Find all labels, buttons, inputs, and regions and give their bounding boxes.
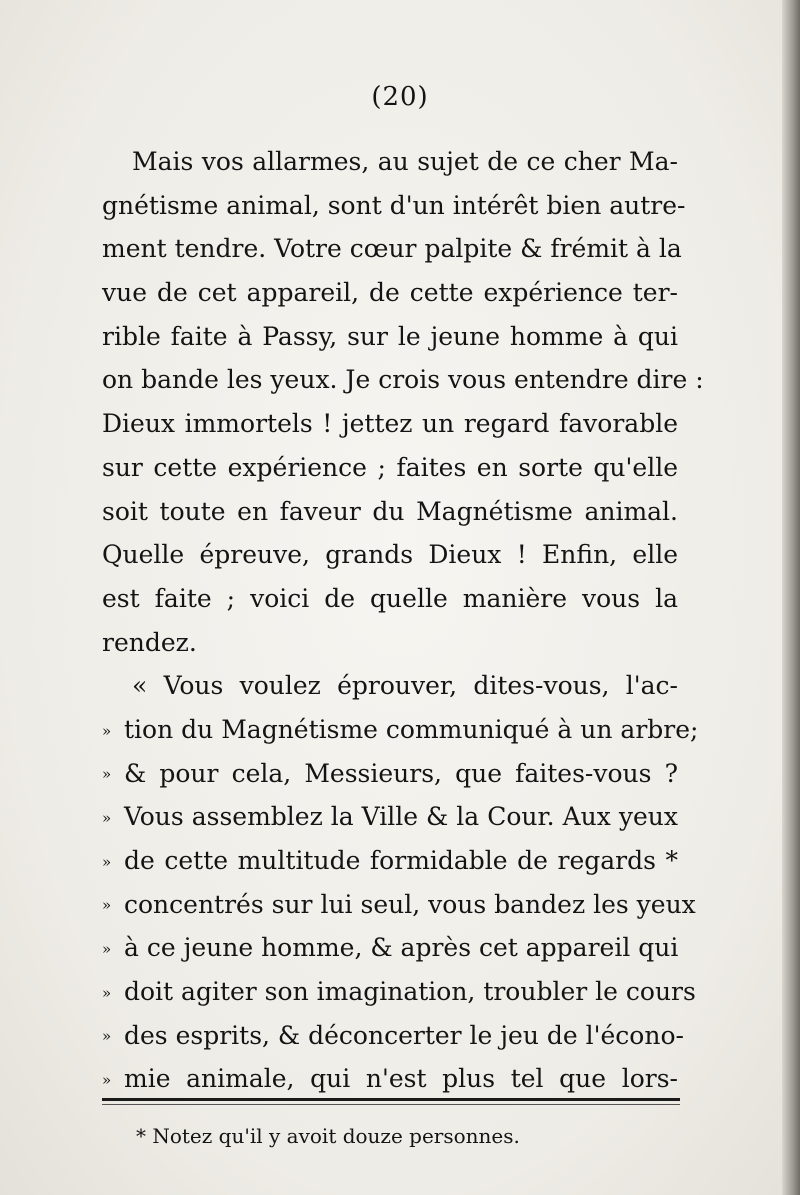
text-line [102, 926, 678, 970]
text-line [102, 184, 686, 228]
text-line-content: vue de cet appareil, de cette expérience ter- [102, 278, 678, 308]
footnote-rule [102, 1098, 680, 1101]
text-line [102, 795, 678, 839]
text-line-content: à ce jeune homme, & après cet appareil qui [124, 933, 679, 963]
text-line-content: Vous assemblez la Ville & la Cour. Aux yeux [124, 802, 678, 832]
text-line [102, 577, 678, 621]
text-line [102, 839, 678, 883]
text-line-content: doit agiter son imagination, troubler le cours [124, 977, 696, 1007]
text-line [102, 271, 678, 315]
text-line-content: Dieux immortels ! jettez un regard favorable [102, 409, 678, 439]
text-line-content: soit toute en faveur du Magnétisme animal. [102, 496, 678, 526]
quote-mark: » [102, 1071, 112, 1090]
body-text [102, 140, 704, 1101]
text-line-content: mie animale, qui n'est plus tel que lors- [124, 1064, 678, 1094]
text-line-content: de cette multitude formidable de regards * [124, 846, 678, 875]
text-line-content: on bande les yeux. Je crois vous entendre dire : [102, 365, 704, 395]
quote-mark: » [102, 1027, 112, 1046]
quote-mark: » [102, 896, 112, 915]
text-line [102, 752, 678, 796]
footnote: * Notez qu'il y avoit douze personnes. [136, 1124, 520, 1148]
text-line-content: est faite ; voici de quelle manière vous la [102, 583, 678, 613]
quote-mark: » [102, 808, 112, 827]
quote-mark: » [102, 940, 112, 959]
text-line-content: « Vous voulez éprouver, dites-vous, l'ac- [132, 671, 678, 701]
quote-mark: » [102, 852, 112, 871]
page-number: (20) [371, 82, 429, 112]
text-line-content: ment tendre. Votre cœur palpite & frémit à la [102, 234, 682, 264]
text-line [102, 664, 678, 708]
text-line [102, 402, 678, 446]
text-line [102, 621, 678, 665]
text-line [102, 140, 678, 184]
text-line [102, 708, 699, 752]
text-line-content: sur cette expérience ; faites en sorte qu'elle [102, 452, 678, 482]
text-line-content: des esprits, & déconcerter le jeu de l'écono- [124, 1020, 684, 1050]
quote-mark: » [102, 721, 112, 740]
text-line-content: & pour cela, Messieurs, que faites-vous ? [124, 758, 678, 788]
text-line [102, 446, 678, 490]
text-line-content: Mais vos allarmes, au sujet de ce cher Ma- [132, 147, 678, 176]
footnote-rule-thin [102, 1104, 680, 1105]
text-line [102, 227, 682, 271]
text-line [102, 358, 704, 402]
text-line-content: rible faite à Passy, sur le jeune homme à qui [102, 321, 678, 351]
page-edge-shadow [782, 0, 800, 1195]
text-line-content: concentrés sur lui seul, vous bandez les yeux [124, 889, 696, 919]
text-line [102, 1014, 684, 1058]
quote-mark: » [102, 983, 112, 1002]
text-line-content: gnétisme animal, sont d'un intérêt bien autre- [102, 190, 686, 220]
text-line-content: tion du Magnétisme communiqué à un arbre; [124, 714, 699, 744]
text-line [102, 490, 678, 534]
text-line [102, 1057, 678, 1101]
text-line [102, 533, 678, 577]
text-line-content: Quelle épreuve, grands Dieux ! Enfin, elle [102, 540, 678, 570]
text-line [102, 315, 678, 359]
text-line [102, 970, 696, 1014]
text-line-content: rendez. [102, 627, 197, 657]
text-line [102, 883, 696, 927]
quote-mark: » [102, 765, 112, 784]
